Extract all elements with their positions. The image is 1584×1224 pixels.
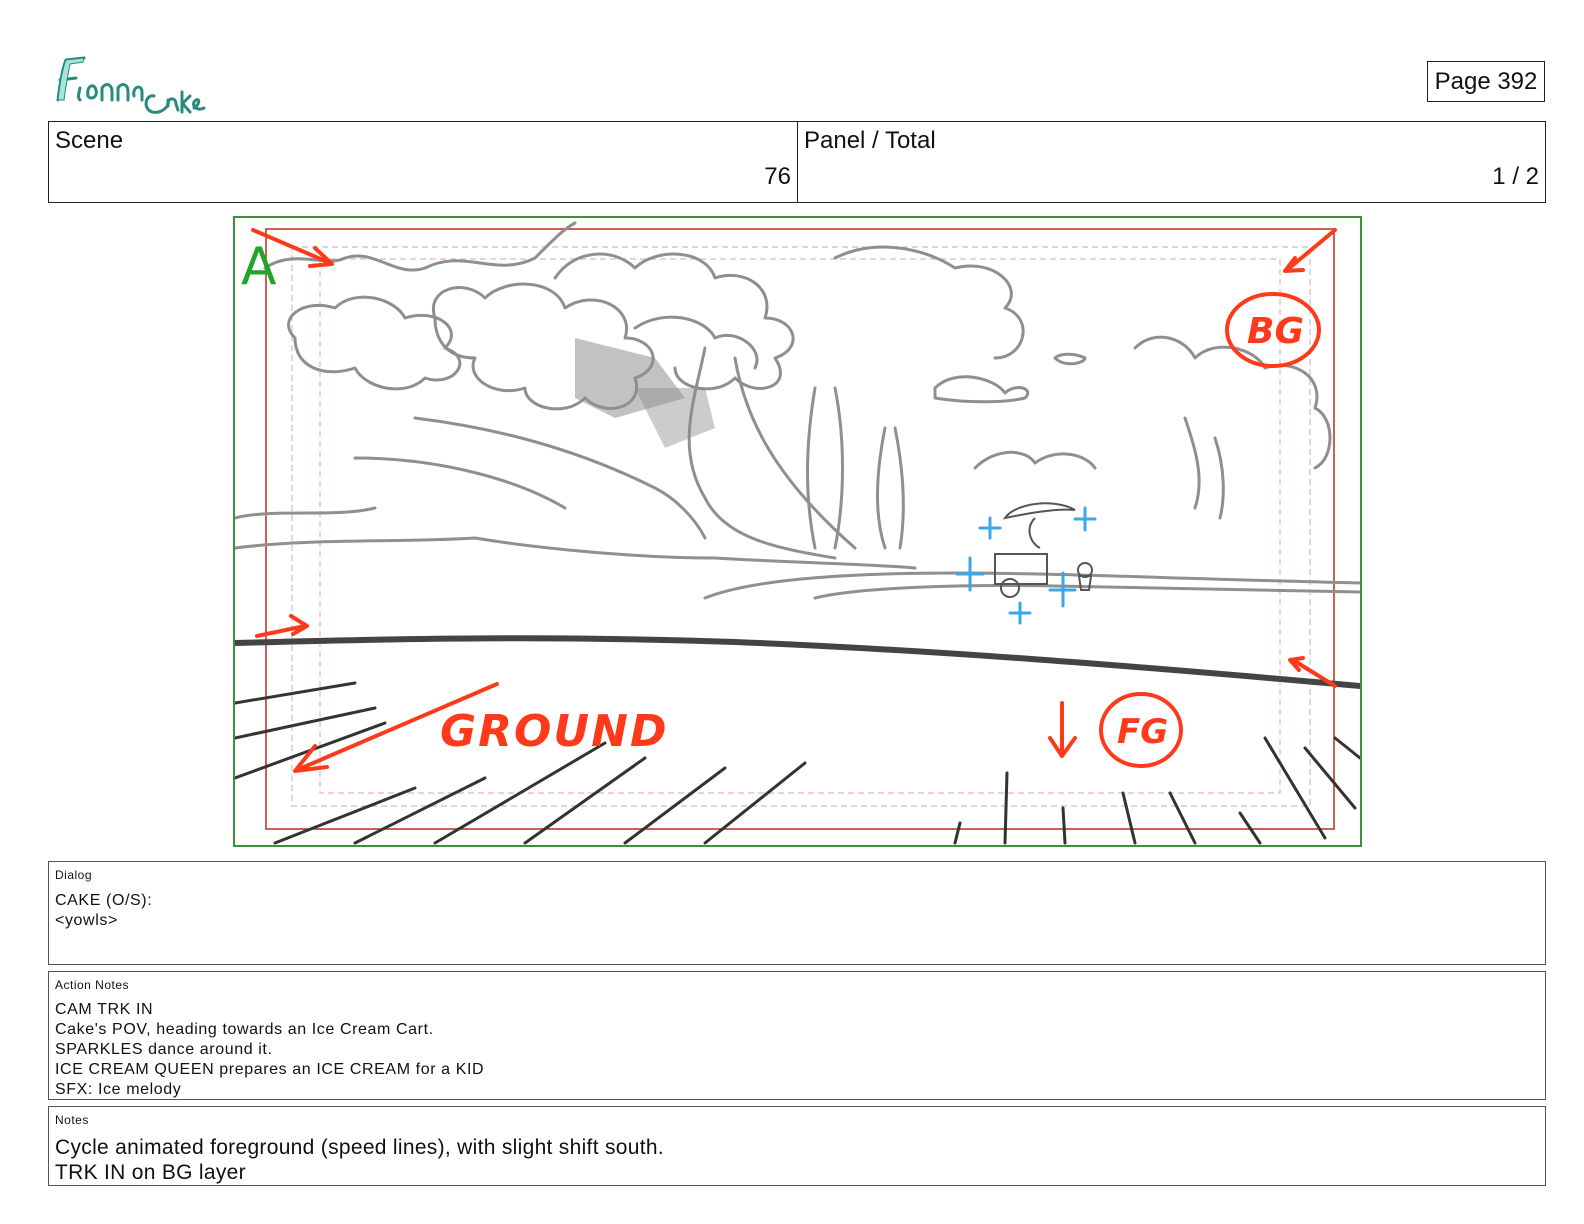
arrow-mid-left [257,616,307,636]
notes-label: Notes [55,1113,89,1127]
ice-cream-cart-sketch [995,503,1092,597]
scene-panel-header [48,121,1546,203]
action-line: SFX: Ice melody [55,1081,182,1098]
fg-label: FG [1117,712,1169,752]
action-line: Cake's POV, heading towards an Ice Cream Cart. [55,1021,434,1038]
storyboard-panel-drawing [233,216,1362,847]
foliage-shading [575,338,715,448]
page-number: Page 392 [1427,61,1545,102]
notes-text [55,1135,664,1185]
panel-cell [798,122,1545,202]
ground-label: GROUND [440,706,669,757]
scene-label: Scene [55,127,124,154]
action-line: ICE CREAM QUEEN prepares an ICE CREAM for a KID [55,1061,485,1078]
storyboard-sketch [235,218,1360,845]
action-line: SPARKLES dance around it. [55,1041,273,1058]
action-safe-frame [266,229,1334,829]
bg-label: BG [1247,311,1304,352]
horizon-line [235,638,1360,686]
dialog-text [55,891,152,931]
tree-sketch [235,223,1360,598]
scene-cell [49,122,798,202]
sparkles [957,508,1095,623]
dialog-label: Dialog [55,868,93,882]
scene-value: 76 [764,163,791,190]
speed-lines [235,683,1360,843]
annotation-labels [440,311,1304,757]
notes-line: Cycle animated foreground (speed lines), with slight shift south. [55,1136,664,1159]
dialog-box [48,861,1546,965]
panel-marker: A [241,237,277,297]
notes-line: TRK IN on BG layer [55,1161,246,1184]
action-notes-label: Action Notes [55,978,130,992]
fg-arrow [1050,703,1075,756]
dialog-line: <yowls> [55,912,118,929]
camera-annotations [253,230,1335,771]
action-notes-box [48,971,1546,1100]
panel-value: 1 / 2 [1492,163,1539,190]
fionna-and-cake-logo [50,48,210,118]
dialog-line: CAKE (O/S): [55,892,153,909]
notes-box [48,1106,1546,1186]
panel-label: Panel / Total [804,127,936,154]
action-line: CAM TRK IN [55,1001,154,1018]
action-notes-text [55,1000,484,1100]
